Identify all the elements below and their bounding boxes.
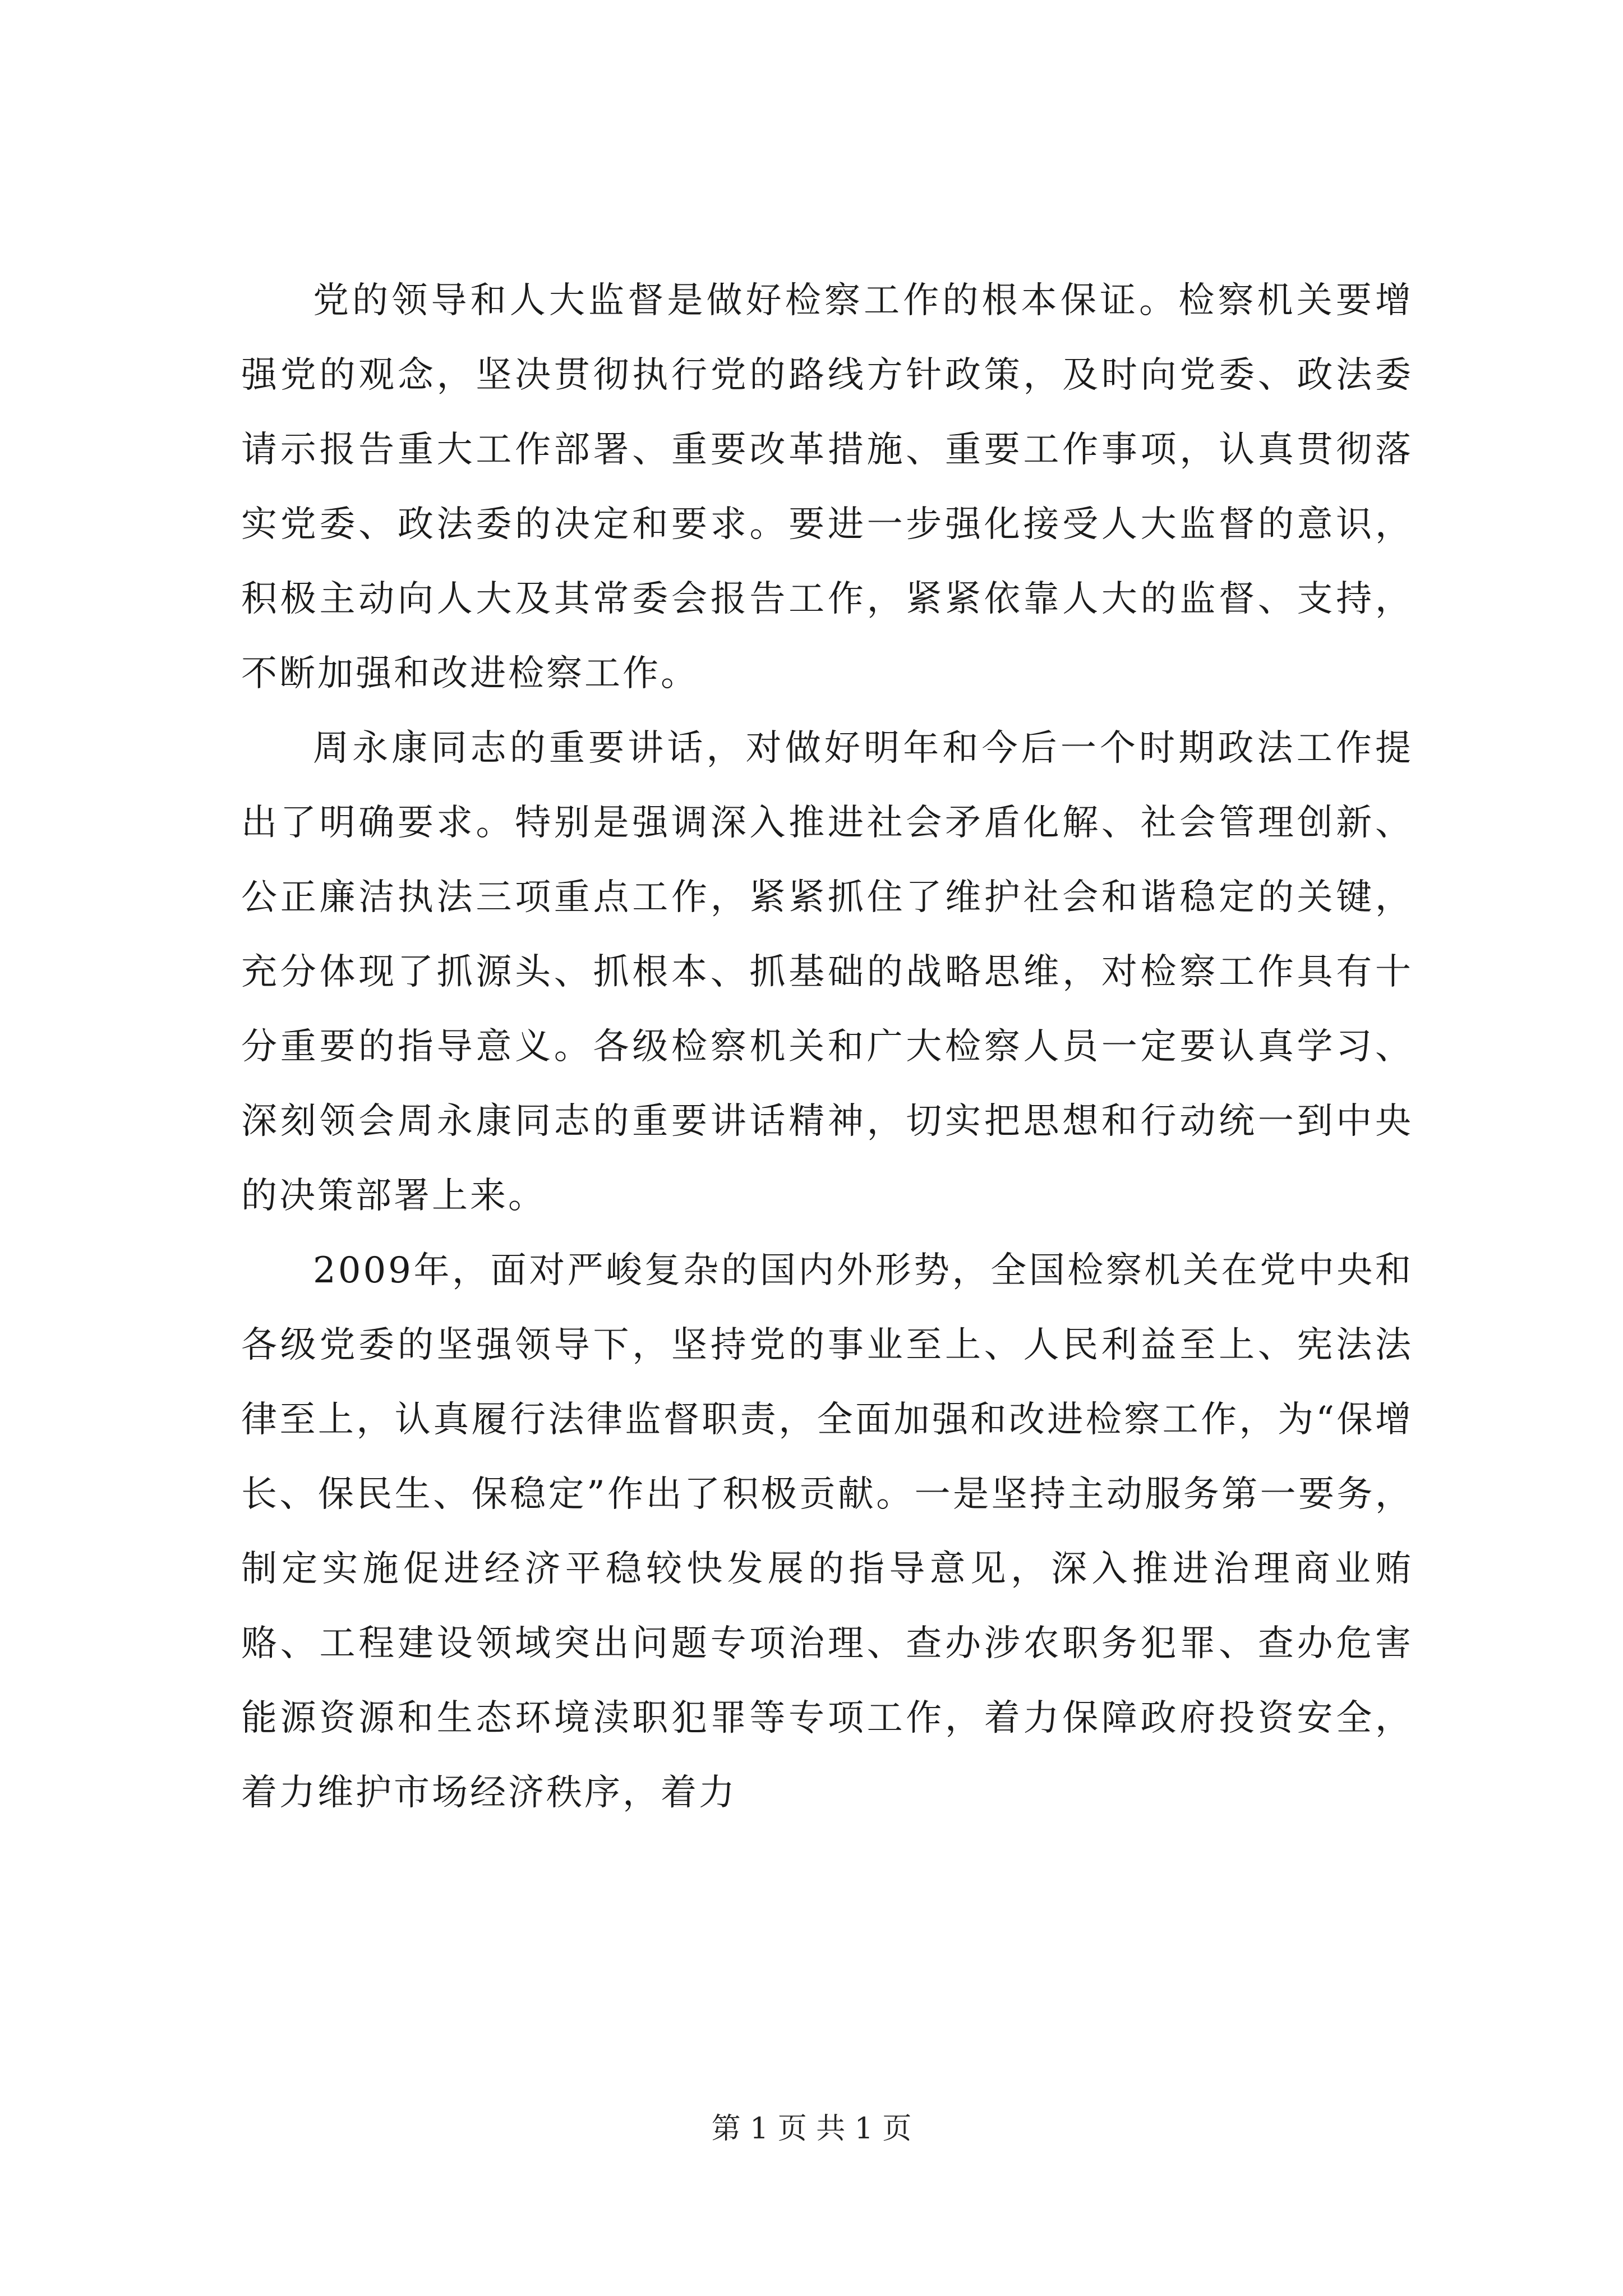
paragraph-2: 周永康同志的重要讲话，对做好明年和今后一个时期政法工作提出了明确要求。特别是强调深入推进社会矛盾化解、社会管理创新、公正廉洁执法三项重点工作，紧紧抓住了维护社会和谐稳定的关键，充分体现了抓源头、抓根本、抓基础的战略思维，对检察工作具有十分重要的指导意义。各级检察机关和广大检察人员一定要认真学习、深刻领会周永康同志的重要讲话精神，切实把思想和行动统一到中央的决策部署上来。 — [241, 728, 1413, 1217]
paragraph-3: 2009年，面对严峻复杂的国内外形势，全国检察机关在党中央和各级党委的坚强领导下，坚持党的事业至上、人民利益至上、宪法法律至上，认真履行法律监督职责，全面加强和改进检察工作，为“保增长、保民生、保稳定”作出了积极贡献。一是坚持主动服务第一要务，制定实施促进经济平稳较快发展的指导意见，深入推进治理商业贿赂、工程建设领域突出问题专项治理、查办涉农职务犯罪、查办危害能源资源和生态环境渎职犯罪等专项工作，着力保障政府投资安全，着力维护市场经济秩序，着力 — [241, 1250, 1413, 1814]
page-footer: 第 1 页 共 1 页 — [711, 2112, 912, 2146]
document-body — [241, 264, 1413, 1830]
paragraph-1: 党的领导和人大监督是做好检察工作的根本保证。检察机关要增强党的观念，坚决贯彻执行党的路线方针政策，及时向党委、政法委请示报告重大工作部署、重要改革措施、重要工作事项，认真贯彻落实党委、政法委的决定和要求。要进一步强化接受人大监督的意识，积极主动向人大及其常委会报告工作，紧紧依靠人大的监督、支持，不断加强和改进检察工作。 — [241, 280, 1413, 694]
